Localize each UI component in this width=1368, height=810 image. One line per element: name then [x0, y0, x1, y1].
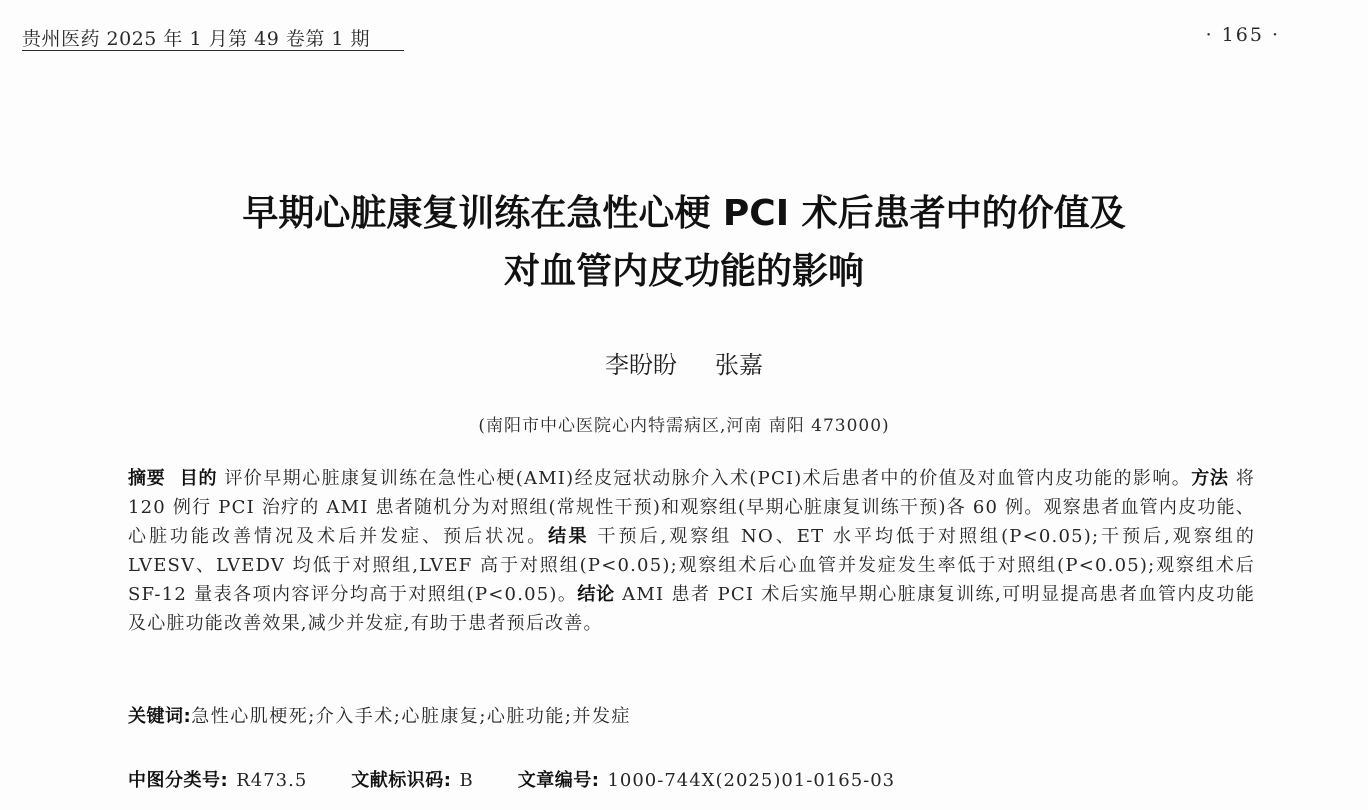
- doc-code-label: 文献标识码:: [351, 770, 452, 791]
- keywords: [128, 702, 631, 728]
- clc-label: 中图分类号:: [128, 770, 229, 791]
- article-title-line-2: 对血管内皮功能的影响: [503, 251, 864, 292]
- author-affiliation: (南阳市中心医院心内特需病区,河南 南阳 473000): [478, 416, 890, 436]
- conclusion-text: AMI 患者 PCI 术后实施早期心脏康复训练,可明显提高患者血管内皮功能及心脏功能改善效果,减少并发症,有助于患者预后改善。: [128, 584, 1256, 634]
- abstract: [80, 464, 1255, 638]
- classification-row: [128, 766, 895, 792]
- article-no-value: 1000-744X(2025)01-0165-03: [607, 770, 896, 791]
- doc-code-group: [351, 766, 473, 792]
- clc-group: [128, 766, 307, 792]
- abstract-body: [80, 464, 1255, 638]
- author-name: 张嘉: [715, 351, 763, 379]
- conclusion-label: 结论: [577, 584, 615, 605]
- header-underline: [22, 50, 404, 51]
- methods-label: 方法: [1191, 468, 1229, 489]
- author-name: 李盼盼: [605, 351, 677, 379]
- objective-label: 目的: [179, 468, 218, 489]
- abstract-label: 摘要: [128, 468, 166, 489]
- article-no-label: 文章编号:: [517, 770, 600, 791]
- page-number: · 165 ·: [1205, 24, 1280, 46]
- article-title-line-1: 早期心脏康复训练在急性心梗 PCI 术后患者中的价值及: [242, 193, 1126, 234]
- author-list: [0, 345, 1368, 380]
- doc-code-value: B: [459, 770, 474, 791]
- article-no-group: [518, 766, 895, 792]
- results-label: 结果: [548, 526, 589, 547]
- methods-text: 将 120 例行 PCI 治疗的 AMI 患者随机分为对照组(常规性干预)和观察组(早期心脏康复训练干预)各 60 例。观察患者血管内皮功能、心脏功能改善情况及术后并发症、预后状况。: [128, 468, 1256, 547]
- objective-text: 评价早期心脏康复训练在急性心梗(AMI)经皮冠状动脉介入术(PCI)术后患者中的价值及对血管内皮功能的影响。: [224, 468, 1192, 489]
- keywords-label: 关键词:: [128, 706, 192, 727]
- results-text: 干预后,观察组 NO、ET 水平均低于对照组(P<0.05);干预后,观察组的 LVESV、LVEDV 均低于对照组,LVEF 高于对照组(P<0.05);观察组术后心血管并发症发生率低于对照组(P<0.05);观察组术后 SF-12 量表各项内容评分均高于对照组(P<0.05)。: [128, 526, 1256, 605]
- journal-issue-header: 贵州医药 2025 年 1 月第 49 卷第 1 期: [22, 28, 371, 50]
- clc-value: R473.5: [236, 770, 308, 791]
- keywords-text: 急性心肌梗死;介入手术;心脏康复;心脏功能;并发症: [191, 706, 631, 727]
